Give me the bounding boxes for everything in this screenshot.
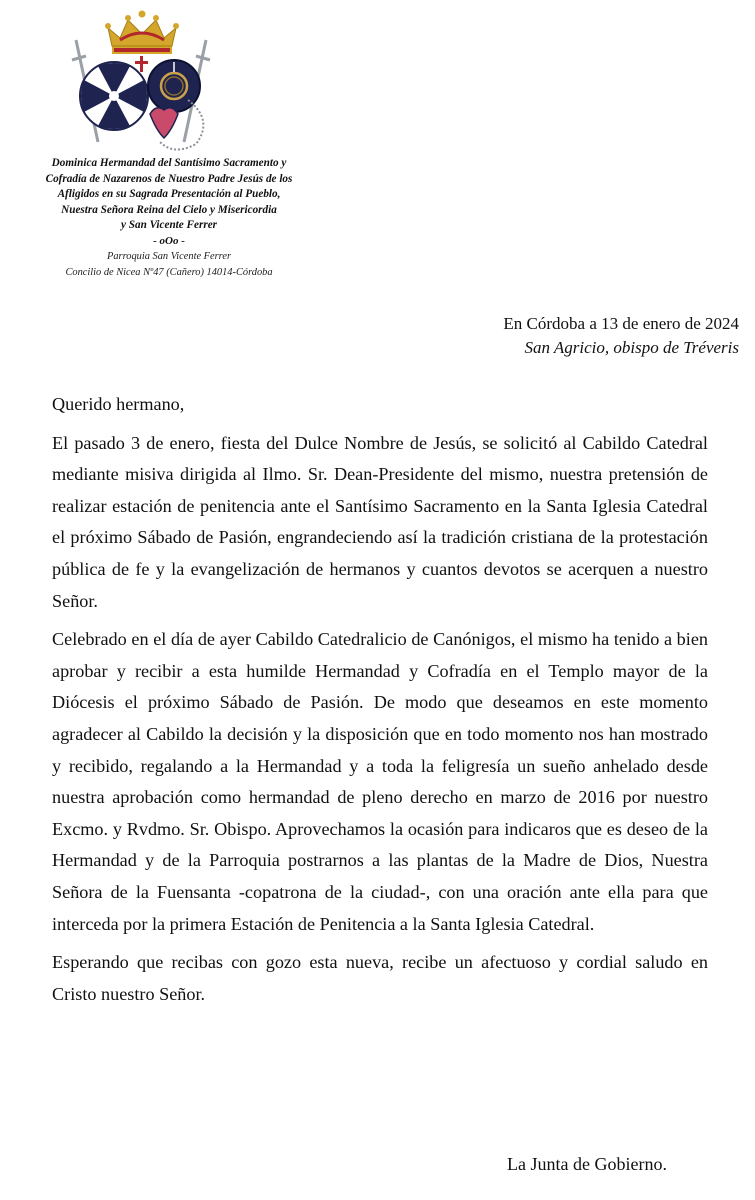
parish-name: Parroquia San Vicente Ferrer [107,251,231,262]
dominican-cross-shield [80,62,148,130]
saint-of-day: San Agricio, obispo de Tréveris [524,338,739,357]
header-line: Dominica Hermandad del Santísimo Sacramento y [51,157,287,169]
letter-body [52,389,708,1017]
letter-paragraph: Esperando que recibas con gozo esta nueva, recibe un afectuoso y cordial saludo en Cristo nuestro Señor. [52,952,708,1004]
letter-paragraph: Celebrado en el día de ayer Cabildo Catedralicio de Canónigos, el mismo ha tenido a bien aprobar y recibir a esta humilde Hermandad y Cofradía en el Templo mayor de la Diócesis el próximo Sábado de Pasión. De modo que deseamos en este momento agradecer al Cabildo la decisión y la disposición que en todo momento nos han mostrado y recibido, regalando a la Hermandad y a toda la feligresía un sueño anhelado desde nuestra aprobación como hermandad de pleno derecho en marzo de 2016 por nuestro Excmo. y Rvdmo. Sr. Obispo. Aprovechamos la ocasión para indicaros que es deseo de la Hermandad y de la Parroquia postrarnos a las plantas de la Madre de Dios, Nuestra Señora de la Fuensanta -copatrona de la ciudad-, con una oración ante ella para que interceda por la primera Estación de Penitencia a la Santa Iglesia Catedral. [52,629,708,934]
brotherhood-header [14,156,324,280]
heart-icon [150,108,178,138]
letter-paragraph: El pasado 3 de enero, fiesta del Dulce Nombre de Jesús, se solicitó al Cabildo Catedral mediante misiva dirigida al Ilmo. Sr. Dean-Presidente del mismo, nuestra pretensión de realizar estación de penitencia ante el Santísimo Sacramento en la Santa Iglesia Catedral el próximo Sábado de Pasión, engrandeciendo así la tradición cristiana de la protestación pública de fe y la evangelización de hermanos y cuantos devotos se acerquen a nuestro Señor. [52,432,708,611]
header-line: Afligidos en su Sagrada Presentación al Pueblo, [57,188,281,200]
signature: La Junta de Gobierno. [507,1154,667,1174]
salutation: Querido hermano, [52,394,185,414]
header-line: Cofradía de Nazarenos de Nuestro Padre Jesús de los [45,172,293,185]
parish-address: Concilio de Nicea Nº47 (Cañero) 14014-Córdoba [65,266,273,278]
header-line: Nuestra Señora Reina del Cielo y Misericordia [61,203,277,216]
header-line: y San Vicente Ferrer [120,219,218,231]
header-separator: - oOo - [153,234,185,247]
place-date: En Córdoba a 13 de enero de 2024 [503,314,739,333]
brotherhood-coat-of-arms [64,10,218,160]
date-block [503,312,739,360]
crown-icon [105,11,179,55]
